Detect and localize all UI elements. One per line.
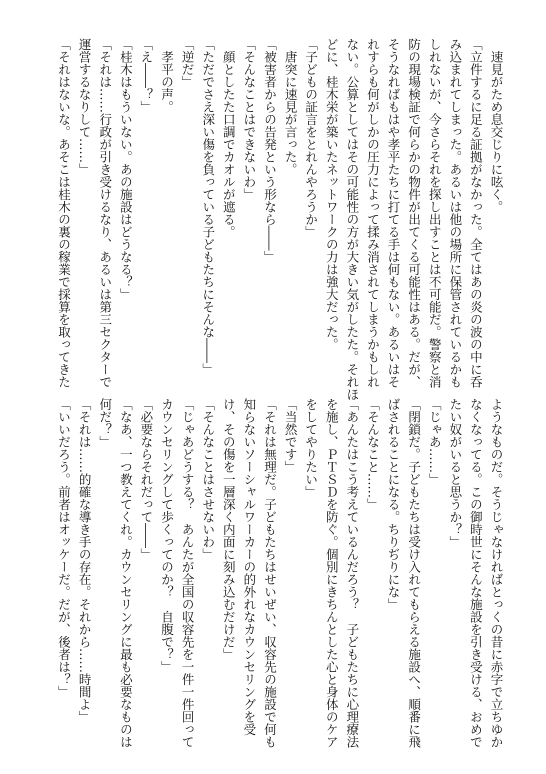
- text-column: 「逆だ」: [180, 38, 196, 88]
- text-column: 防の現場検証で何らかの物件が出てくる可能性はある。だが、: [406, 38, 422, 388]
- text-block-top: [53, 38, 506, 401]
- text-column: なくなってる。この御時世にそんな施設を引き受ける、おめで: [468, 398, 484, 748]
- text-column: 「子どもの証言をとれんやろうか」: [303, 38, 319, 238]
- text-column: 「そんなことはさせないわ」: [200, 398, 216, 561]
- text-column: 「立件するに足る証拠がなかった。全てはあの炎の波の中に呑: [468, 38, 484, 388]
- text-column: 「なあ、一つ教えてくれ。カウンセリングに最も必要なものは: [118, 398, 134, 748]
- text-column: け、その傷を一層深く内面に刻み込むだけだ」: [221, 398, 237, 661]
- text-column: 何だ？」: [97, 398, 113, 448]
- text-column: 「閉鎖だ。子どもたちは受け入れてもらえる施設へ、順番に飛: [406, 398, 422, 748]
- text-column: 「そんなこと……」: [365, 398, 381, 511]
- text-column: み込まれてしまった。あるいは他の場所に保管されているかも: [447, 38, 463, 388]
- text-column: 速見がため息交じりに呟く。: [489, 38, 504, 213]
- text-column: 「必要ならそれだって――」: [138, 398, 154, 561]
- text-column: 「当然です」: [283, 398, 299, 473]
- text-column: 「あんたはこう考えているんだろう？ 子どもたちに心理療法: [344, 398, 360, 748]
- text-column: 唐突に速見が言った。: [283, 38, 299, 176]
- text-column: 「え――？」: [138, 38, 154, 113]
- text-column: カウンセリングして歩くってのか？ 自腹で？」: [159, 398, 175, 673]
- text-column: 顔としたた口調でカオルが遮る。: [221, 38, 237, 238]
- text-column: ようなものだ。そうじゃなければとっくの昔に赤字で立ちゆか: [489, 398, 504, 748]
- text-column: をしてやりたい」: [303, 398, 319, 498]
- text-column: しれないが、今さらそれを探し出すことは不可能だ。警察と消: [427, 38, 443, 388]
- text-column: 「桂木はもういない。あの施設はどうなる？」: [118, 38, 134, 301]
- text-column: 「いいだろう。前者はオッケーだ。だが、後者は？」: [56, 398, 72, 698]
- text-column: 「それはないな。あそこは桂木の裏の稼業で採算を取ってきた: [56, 38, 72, 388]
- text-column: 「それは……行政が引き受けるなり、あるいは第三セクターで: [97, 38, 113, 388]
- text-column: 知らないソーシャルワーカーの的外れなカウンセリングを受: [241, 398, 257, 736]
- text-column: 孝平の声。: [159, 38, 175, 113]
- text-column: そうなればもはや孝平たちに打てる手は何もない。あるいはそ: [386, 38, 402, 388]
- text-column: 「それは無理だ。子どもたちはせいぜい、収容先の施設で何も: [262, 398, 278, 748]
- text-column: ばされることになる。ちりぢりにな」: [386, 398, 402, 611]
- text-block-bottom: [53, 398, 506, 748]
- text-column: 「ただでさえ深い傷を負っている子どもたちにそんな――」: [200, 38, 216, 376]
- text-column: を施し、ＰＴＳＤを防ぐ。個別にきちんとした心と身体のケア: [324, 398, 340, 748]
- text-column: 「そんなことはできないわ」: [241, 38, 257, 201]
- text-column: 「それは……的確な導き手の存在。それから……時間よ」: [77, 398, 93, 723]
- text-column: 「じゃあどうする？ あんたが全国の収容先を一件一件回って: [180, 398, 196, 748]
- text-column: 「被害者からの告発という形なら――」: [262, 38, 278, 263]
- text-column: たい奴がいると思うか？」: [447, 398, 463, 548]
- text-column: れすらも何がしかの圧力によって揉み消されてしまうかもしれ: [365, 38, 381, 388]
- text-column: どに、桂木栄が築いたネットワークの力は強大だった。: [324, 38, 340, 351]
- text-column: 運営するなりして……」: [77, 38, 93, 176]
- text-column: ない。公算としてはその可能性の方が大きい気がしたた。それほ: [344, 38, 360, 401]
- text-column: 「じゃあ……」: [427, 398, 443, 486]
